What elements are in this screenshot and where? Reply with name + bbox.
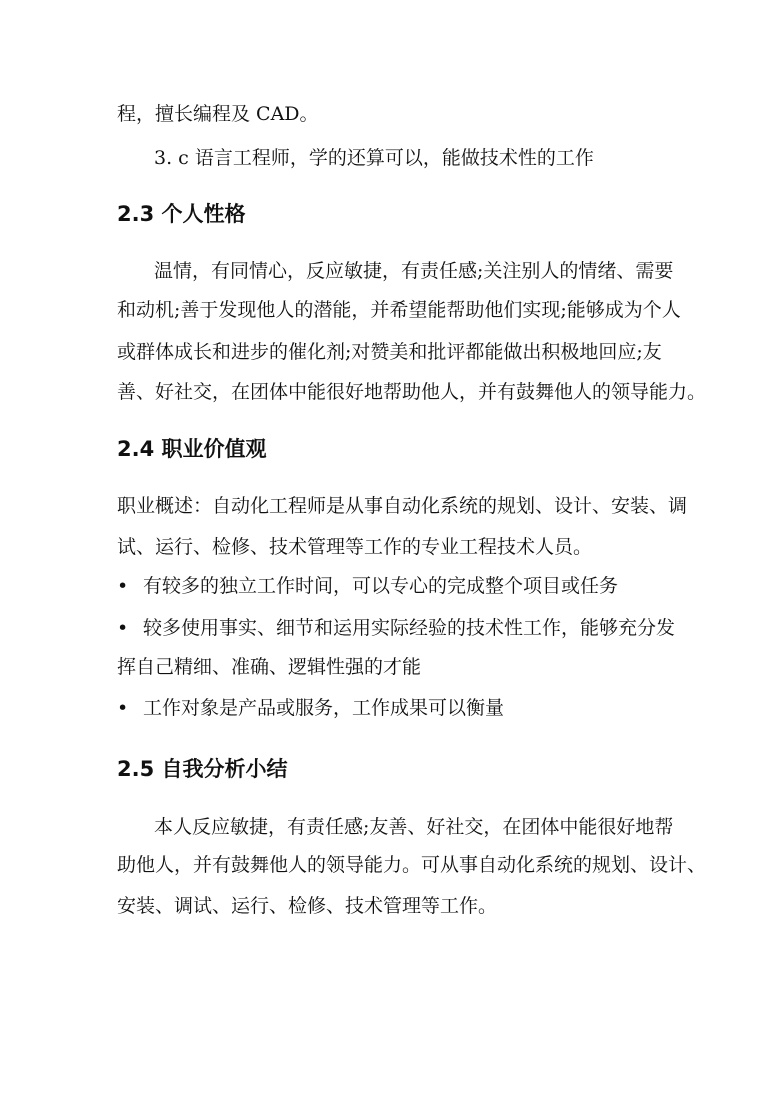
bullet-dot-icon: • bbox=[117, 617, 129, 639]
values-bullet-2-text: 较多使用事实、细节和运用实际经验的技术性工作，能够充分发 bbox=[143, 617, 676, 639]
bullet-dot-icon: • bbox=[117, 575, 129, 597]
personality-line-4: 善、好社交，在团体中能很好地帮助他人，并有鼓舞他人的领导能力。 bbox=[117, 381, 707, 403]
values-bullet-3 bbox=[117, 696, 504, 720]
section-heading-career-values: 2.4 职业价值观 bbox=[117, 437, 267, 461]
bullet-dot-icon: • bbox=[117, 697, 129, 719]
values-bullet-1-text: 有较多的独立工作时间，可以专心的完成整个项目或任务 bbox=[143, 575, 619, 597]
values-overview-line-1: 职业概述：自动化工程师是从事自动化系统的规划、设计、安装、调 bbox=[117, 495, 688, 517]
summary-line-3: 安装、调试、运行、检修、技术管理等工作。 bbox=[117, 895, 498, 917]
personality-line-3: 或群体成长和进步的催化剂;对赞美和批评都能做出积极地回应;友 bbox=[117, 341, 662, 363]
section-heading-summary: 2.5 自我分析小结 bbox=[117, 757, 288, 781]
summary-line-1: 本人反应敏捷，有责任感;友善、好社交，在团体中能很好地帮 bbox=[154, 816, 674, 838]
values-bullet-3-text: 工作对象是产品或服务，工作成果可以衡量 bbox=[143, 697, 505, 719]
section-heading-personality: 2.3 个人性格 bbox=[117, 202, 246, 226]
values-bullet-2-continuation: 挥自己精细、准确、逻辑性强的才能 bbox=[117, 656, 422, 678]
personality-line-1: 温情，有同情心，反应敏捷，有责任感;关注别人的情绪、需要 bbox=[154, 260, 674, 282]
skills-line-1: 程，擅长编程及 CAD。 bbox=[117, 103, 319, 125]
personality-line-2: 和动机;善于发现他人的潜能，并希望能帮助他们实现;能够成为个人 bbox=[117, 299, 681, 321]
values-overview-line-2: 试、运行、检修、技术管理等工作的专业工程技术人员。 bbox=[117, 536, 593, 558]
skills-line-2: 3. c 语言工程师，学的还算可以，能做技术性的工作 bbox=[154, 147, 594, 169]
values-bullet-1 bbox=[117, 574, 618, 598]
values-bullet-2 bbox=[117, 616, 675, 640]
summary-line-2: 助他人，并有鼓舞他人的领导能力。可从事自动化系统的规划、设计、 bbox=[117, 854, 707, 876]
